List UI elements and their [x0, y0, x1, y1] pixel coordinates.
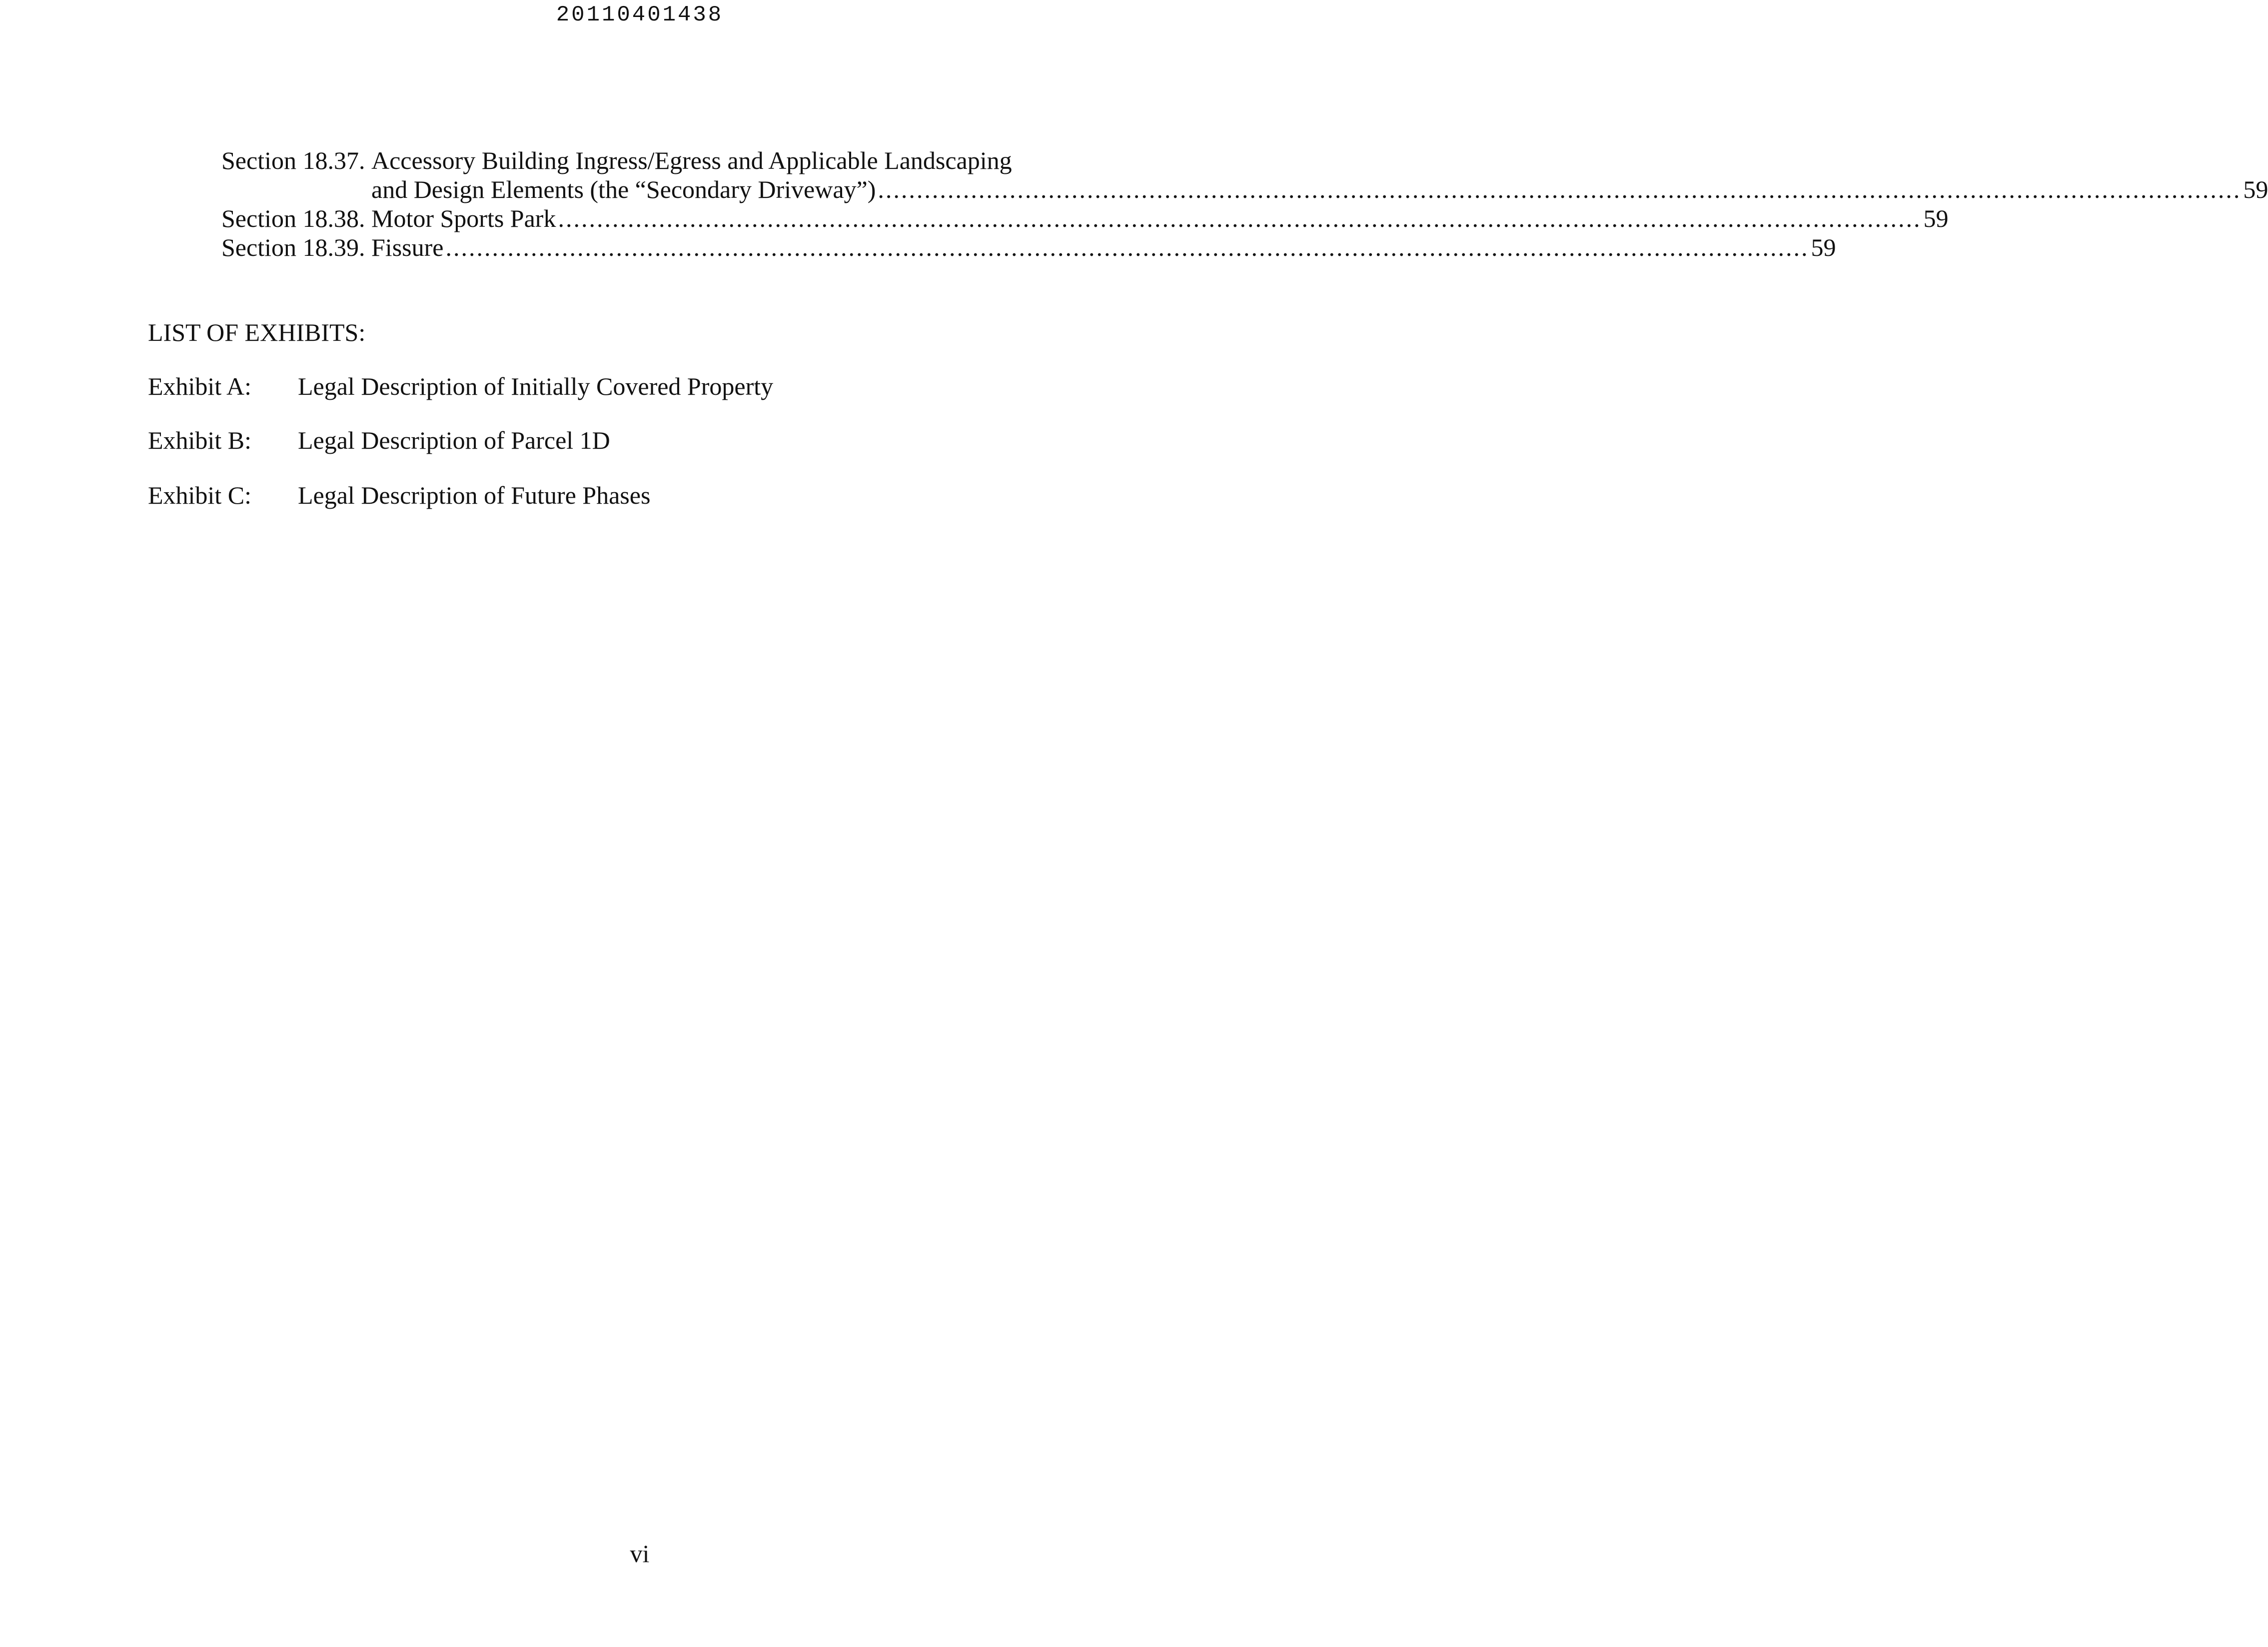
toc-entry-18-39: [221, 233, 1836, 262]
toc-entry-18-38: [221, 204, 1949, 233]
toc-section-number: Section 18.37.: [221, 146, 365, 174]
exhibits-heading: LIST OF EXHIBITS:: [148, 318, 366, 346]
dot-leader: ................................................................................................................................................................................: [445, 233, 1809, 261]
toc-section-number: Section 18.38.: [221, 204, 365, 232]
page-number: vi: [630, 1540, 650, 1568]
toc-section-title: Accessory Building Ingress/Egress and Applicable Landscaping: [371, 146, 1012, 174]
dot-leader: ................................................................................................................................................................................: [878, 175, 2242, 203]
toc-page-number: 59: [1811, 233, 1836, 261]
exhibit-item-b: [148, 426, 610, 455]
exhibit-item-c: [148, 481, 650, 510]
exhibit-item-a: [148, 372, 773, 401]
toc-section-number: Section 18.39.: [221, 233, 365, 261]
exhibit-label: Exhibit C:: [148, 481, 251, 509]
exhibit-label: Exhibit A:: [148, 372, 251, 400]
toc-section-title-continued: and Design Elements (the “Secondary Driveway”): [371, 175, 876, 203]
exhibit-label: Exhibit B:: [148, 426, 251, 454]
document-number: 20110401438: [556, 2, 724, 27]
table-of-contents: [221, 146, 2268, 262]
toc-page-number: 59: [2243, 175, 2268, 203]
toc-section-title: Fissure: [371, 233, 444, 261]
exhibit-description: Legal Description of Future Phases: [298, 481, 651, 509]
exhibit-description: Legal Description of Initially Covered Property: [298, 372, 774, 400]
toc-section-title: Motor Sports Park: [371, 204, 556, 232]
exhibit-description: Legal Description of Parcel 1D: [298, 426, 610, 454]
toc-entry-18-37-continued: [221, 175, 2268, 204]
toc-page-number: 59: [1923, 204, 1949, 232]
dot-leader: ................................................................................................................................................................................: [558, 204, 1922, 232]
toc-entry-18-37: [221, 146, 1129, 175]
